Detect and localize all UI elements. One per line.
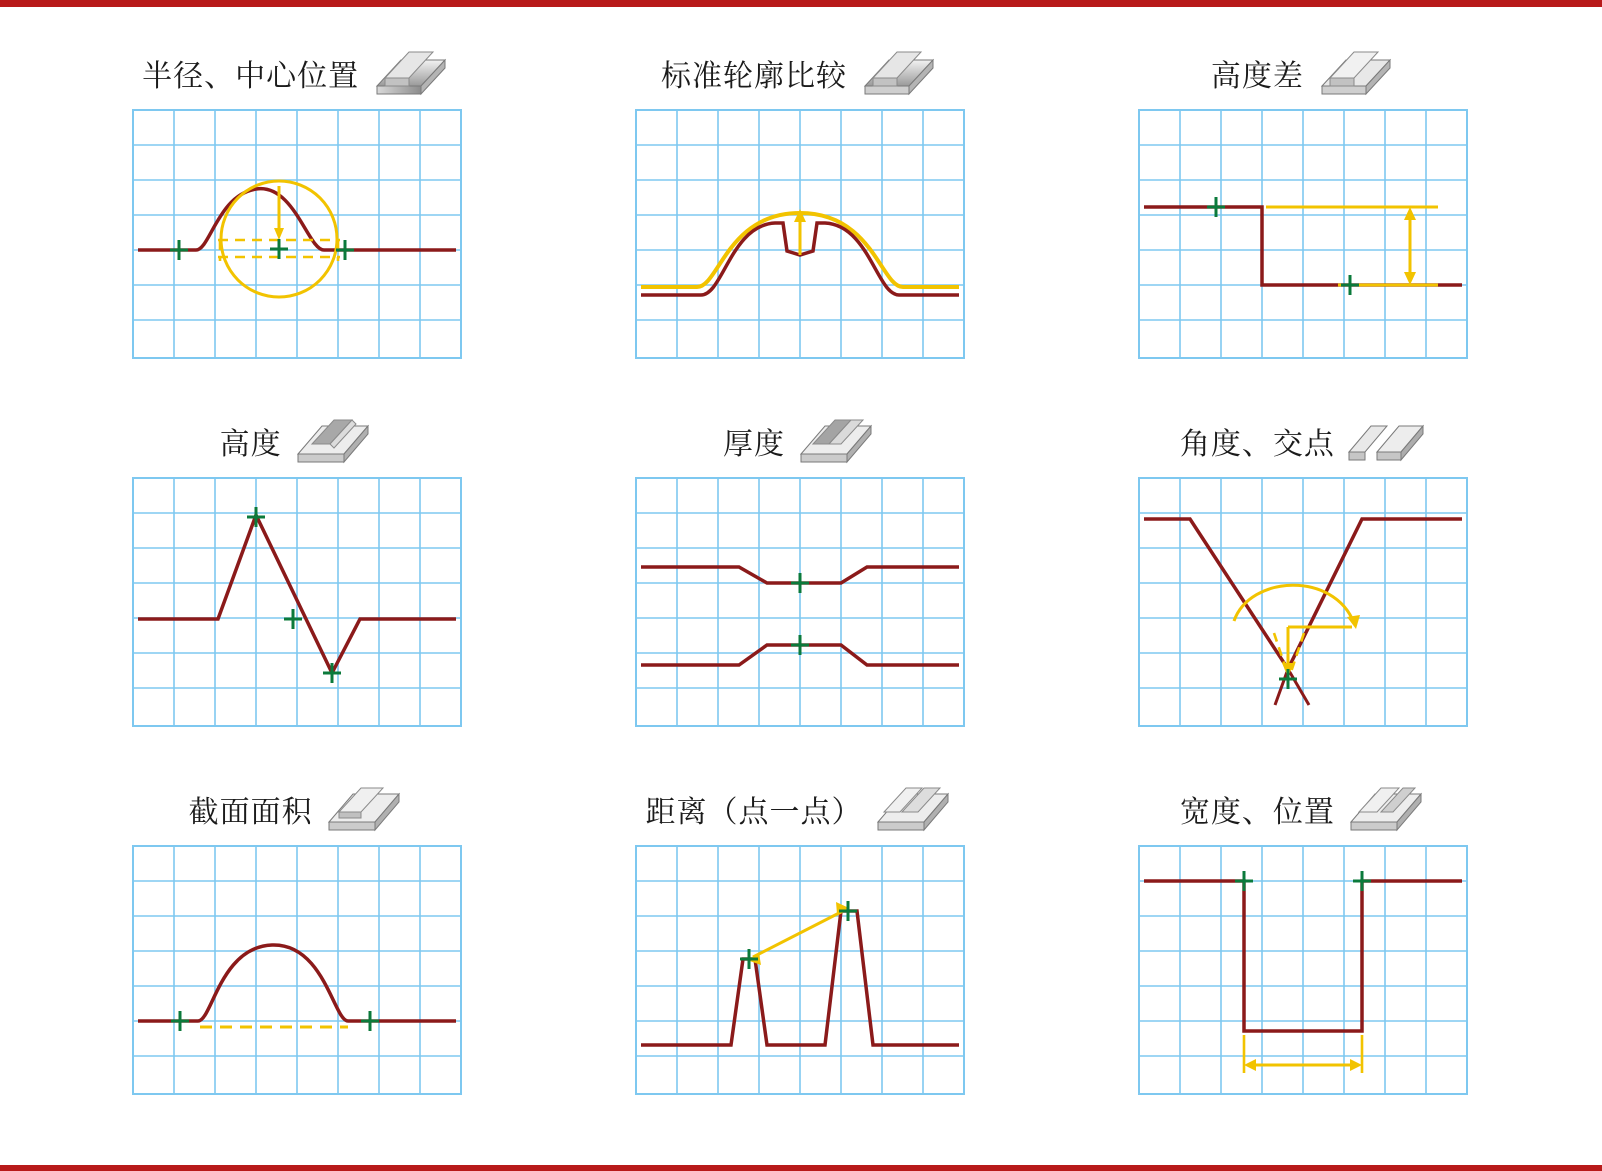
card-title: 角度、交点	[1179, 427, 1335, 462]
measurement-card-height-difference	[1067, 37, 1540, 391]
measurement-card-distance-point-to-point	[563, 773, 1036, 1127]
bottom-rule	[0, 1165, 1602, 1171]
step-block-3d-icon	[1316, 46, 1396, 100]
card-title: 高度差	[1210, 59, 1304, 94]
chart-angle-intersection	[1138, 477, 1468, 727]
slot-block-3d-icon	[1347, 782, 1427, 836]
step-block-3d-icon	[371, 46, 451, 100]
measurement-card-height	[60, 405, 533, 759]
u-channel-3d-icon	[797, 414, 877, 468]
card-header	[645, 773, 954, 845]
card-title: 半径、中心位置	[142, 59, 360, 94]
measurement-card-radius-center-position	[60, 37, 533, 391]
chart-thickness	[635, 477, 965, 727]
ridge-block-3d-icon	[325, 782, 405, 836]
card-header	[661, 37, 939, 109]
card-title: 宽度、位置	[1179, 795, 1335, 830]
card-title: 截面面积	[188, 795, 313, 830]
measurement-card-thickness	[563, 405, 1036, 759]
chart-cross-section-area	[132, 845, 462, 1095]
measurement-card-angle-intersection	[1067, 405, 1540, 759]
chart-height	[132, 477, 462, 727]
top-rule	[0, 0, 1602, 7]
card-header	[220, 405, 374, 477]
card-header	[1211, 37, 1396, 109]
card-header	[1180, 405, 1427, 477]
chart-radius-center-position	[132, 109, 462, 359]
measurement-card-width-position	[1067, 773, 1540, 1127]
chart-width-position	[1138, 845, 1468, 1095]
card-title: 高度	[219, 427, 282, 462]
step-block-3d-icon	[859, 46, 939, 100]
measurement-type-grid	[60, 37, 1540, 1127]
card-header	[189, 773, 405, 845]
diagram-page	[0, 7, 1602, 1165]
measurement-card-cross-section-area	[60, 773, 533, 1127]
chart-distance-point-to-point	[635, 845, 965, 1095]
v-groove-3d-icon	[1347, 414, 1427, 468]
card-title: 标准轮廓比较	[660, 59, 847, 94]
card-title: 距离（点一点）	[645, 795, 863, 830]
groove-block-3d-icon	[294, 414, 374, 468]
chart-standard-profile-compare	[635, 109, 965, 359]
measurement-card-standard-profile-compare	[563, 37, 1036, 391]
twin-ridge-3d-icon	[874, 782, 954, 836]
card-header	[1180, 773, 1427, 845]
card-header	[723, 405, 877, 477]
card-title: 厚度	[722, 427, 785, 462]
card-header	[142, 37, 451, 109]
chart-height-difference	[1138, 109, 1468, 359]
